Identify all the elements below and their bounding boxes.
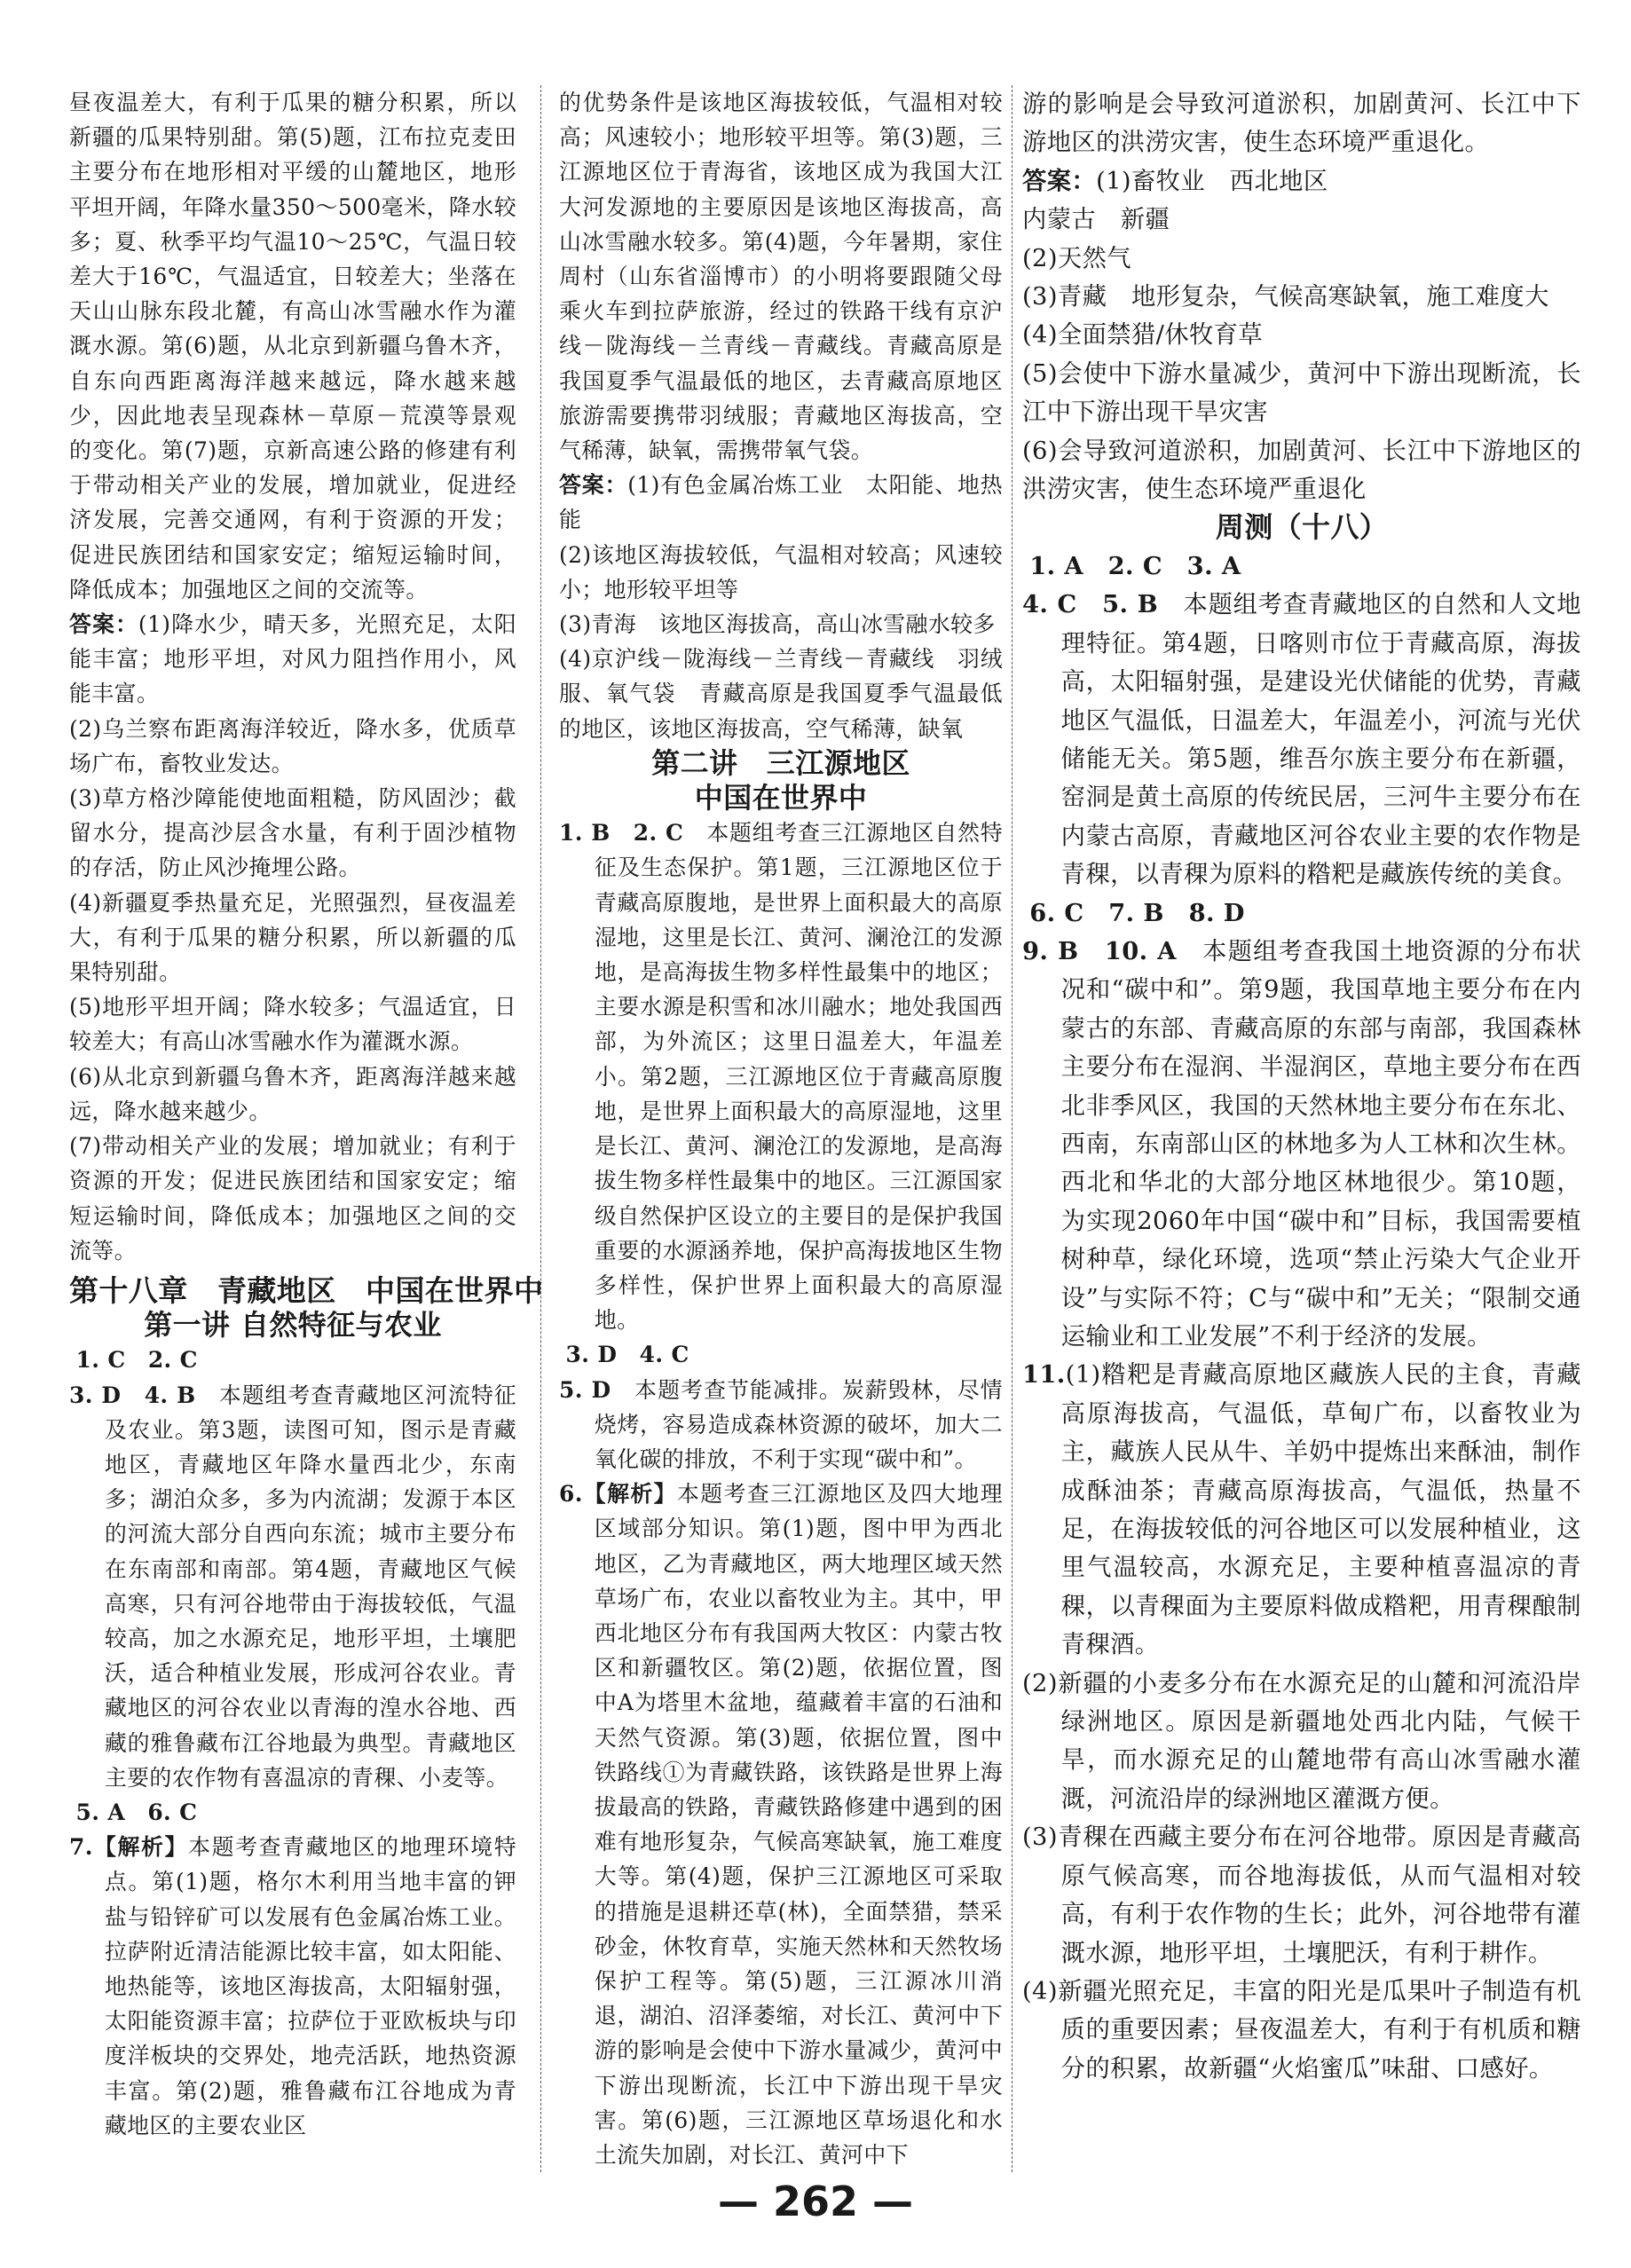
paragraph: 的优势条件是该地区海拔较低，气温相对较高；风速较小；地形较平坦等。第(3)题，三江源地区位于青海省，该地区成为我国大江大河发源地的主要原因是该地区海拔高，高山冰雪融水较多。第(4)题，今年暑期，家住周村（山东省淄博市）的小明将要跟随父母乘火车到拉萨旅游，经过的铁路干线有京沪线－陇海线－兰青线－青藏线。青藏高原是我国夏季气温最低的地区，去青藏高原地区旅游需要携带羽绒服；青藏地区海拔高，空气稀薄，缺氧，需携带氧气袋。 bbox=[559, 90, 1003, 464]
question-item bbox=[1022, 586, 1581, 894]
question-item bbox=[1022, 1356, 1581, 1664]
question-number: 4. C 5. B bbox=[1022, 590, 1159, 619]
question-item bbox=[1022, 933, 1581, 1356]
question-explanation: (1)糌粑是青藏高原地区藏族人民的主食，青藏高原海拔高，气温低，草甸广布，以畜牧业为主，藏族人民从牛、羊奶中提炼出来酥油，制作成酥油茶；青藏高原海拔高，气温低，热量不足，在海拔较低的河谷地区可以发展种植业，这里气温较高，水源充足，主要种植喜温凉的青稞，以青稞面为主要原料做成糌粑，用青稞酿制青稞酒。 bbox=[1060, 1361, 1581, 1659]
question-number: 7.【解析】 bbox=[69, 1834, 189, 1861]
answer-line: (2)乌兰察布距离海洋较近，降水多，优质草场广布，畜牧业发达。 bbox=[69, 715, 516, 776]
answer-line: (4)京沪线－陇海线－兰青线－青藏线 羽绒服、氧气袋 青藏高原是我国夏季气温最低的地区，该地区海拔高，空气稀薄，缺氧 bbox=[559, 646, 1003, 742]
question-explanation: 本题组考查青藏地区河流特征及农业。第3题，读图可知，图示是青藏地区，青藏地区年降水量西北少，东南多；湖泊众多，多为内流湖；发源于本区的河流大部分自西向东流；城市主要分布在东南部和南部。第4题，青藏地区气候高寒，只有河谷地带由于海拔较低，气温较高，加之水源充足，地形平坦，土壤肥沃，适合种植业发展，形成河谷农业。青藏地区的河谷农业以青海的湟水谷地、西藏的雅鲁藏布江谷地最为典型。青藏地区主要的农作物有喜温凉的青稞、小麦等。 bbox=[104, 1382, 516, 1791]
column-left bbox=[69, 85, 544, 2143]
answer-keys: 1. A 2. C 3. A bbox=[1029, 551, 1241, 580]
weekly-test-heading: 周测（十八） bbox=[1215, 510, 1389, 545]
question-number: 3. D 4. B bbox=[69, 1382, 196, 1408]
answer-keys: 1. C 2. C bbox=[75, 1347, 198, 1374]
answer-text: (4)新疆光照充足，丰富的阳光是瓜果叶子制造有机质的重要因素；昼夜温差大，有利于有机质和糖分的积累，故新疆“火焰蜜瓜”味甜、口感好。 bbox=[1022, 1977, 1581, 2083]
answer-line: (3)草方格沙障能使地面粗糙，防风固沙；截留水分，提高沙层含水量，有利于固沙植物的存活，防止风沙掩埋公路。 bbox=[69, 785, 516, 881]
question-number: 5. D bbox=[559, 1376, 611, 1403]
question-explanation: 本题考查青藏地区的地理环境特点。第(1)题，格尔木利用当地丰富的钾盐与铅锌矿可以发展有色金属冶炼工业。拉萨附近清洁能源比较丰富，如太阳能、地热能等，该地区海拔高，太阳辐射强，太阳能资源丰富；拉萨位于亚欧板块与印度洋板块的交界处，地壳活跃，地热资源丰富。第(2)题，雅鲁藏布江谷地成为青藏地区的主要农业区 bbox=[104, 1834, 516, 2138]
question-explanation: 本题组考查三江源地区自然特征及生态保护。第1题，三江源地区位于青藏高原腹地，是世界上面积最大的高原湿地，这里是长江、黄河、澜沧江的发源地，是高海拔生物多样性最集中的地区；主要水源是积雪和冰川融水；地处我国西部，为外流区；这里日温差大，年温差小。第2题，三江源地区位于青藏高原腹地，是世界上面积最大的高原湿地，这里是长江、黄河、澜沧江的发源地，是高海拔生物多样性最集中的地区。三江源国家级自然保护区设立的主要目的是保护我国重要的水源涵养地，保护高海拔地区生物多样性，保护世界上面积最大的高原湿地。 bbox=[594, 820, 1003, 1334]
answer-line: (2)该地区海拔较低，气温相对较高；风速较小；地形较平坦等 bbox=[559, 541, 1003, 602]
answer-text: (1)降水少，晴天多，光照充足，太阳能丰富；地形平坦，对风力阻挡作用小，风能丰富。 bbox=[69, 611, 516, 707]
lecture-subheading: 中国在世界中 bbox=[694, 781, 868, 815]
question-number: 6.【解析】 bbox=[559, 1481, 677, 1508]
answer-line: (5)会使中下游水量减少，黄河中下游出现断流，长江中下游出现干旱灾害 bbox=[1022, 359, 1581, 427]
answer-line bbox=[1022, 162, 1581, 201]
answer-label: 答案： bbox=[69, 611, 138, 638]
answer-line: (6)从北京到新疆乌鲁木齐，距离海洋越来越远，降水越来越少。 bbox=[69, 1063, 516, 1124]
question-number: 11. bbox=[1022, 1360, 1066, 1390]
answer-keys: 6. C 7. B 8. D bbox=[1029, 898, 1245, 927]
column-right bbox=[1022, 85, 1581, 2088]
question-explanation: 本题考查节能减排。炭薪毁林，尽情烧烤，容易造成森林资源的破坏，加大二氧化碳的排放，不利于实现“碳中和”。 bbox=[594, 1376, 1003, 1472]
answer-paragraph bbox=[1022, 1665, 1581, 1819]
lecture-heading: 第二讲 三江源地区 bbox=[651, 745, 910, 780]
column-middle bbox=[559, 85, 1003, 2172]
answer-line: (3)青藏 地形复杂，气候高寒缺氧，施工难度大 bbox=[1022, 283, 1549, 311]
answer-line: (4)全面禁猎/休牧育草 bbox=[1022, 321, 1264, 350]
question-item bbox=[559, 1477, 1003, 2172]
answer-line bbox=[69, 607, 516, 712]
answer-paragraph bbox=[1022, 1973, 1581, 2088]
answer-text: (1)有色金属冶炼工业 太阳能、地热能 bbox=[559, 472, 1003, 533]
question-item bbox=[559, 815, 1003, 1337]
chapter-heading: 第十八章 青藏地区 中国在世界中 bbox=[69, 1272, 544, 1308]
question-item bbox=[69, 1378, 516, 1795]
answer-text: (2)新疆的小麦多分布在水源充足的山麓和河流沿岸绿洲地区。原因是新疆地处西北内陆，气候干旱，而水源充足的山麓地带有高山冰雪融水灌溉，河流沿岸的绿洲地区灌溉方便。 bbox=[1022, 1669, 1581, 1813]
answer-line: (4)新疆夏季热量充足，光照强烈，昼夜温差大，有利于瓜果的糖分积累，所以新疆的瓜果特别甜。 bbox=[69, 889, 516, 986]
question-explanation: 本题组考查我国土地资源的分布状况和“碳中和”。第9题，我国草地主要分布在内蒙古的东部、青藏高原的东部与南部，我国森林主要分布在湿润、半湿润区，草地主要分布在西北非季风区，我国的天然林地主要分布在东北、西南，东南部山区的林地多为人工林和次生林。西北和华北的大部分地区林地很少。第10题，为实现2060年中国“碳中和”目标，我国需要植树种草，绿化环境，选项“禁止污染大气企业开设”与实际不符；C与“碳中和”无关；“限制交通运输业和工业发展”不利于经济的发展。 bbox=[1060, 937, 1581, 1351]
question-item bbox=[559, 1373, 1003, 1477]
answer-line: (5)地形平坦开阔；降水较多；气温适宜，日较差大；有高山冰雪融水作为灌溉水源。 bbox=[69, 994, 516, 1055]
paragraph: 游的影响是会导致河道淤积，加剧黄河、长江中下游地区的洪涝灾害，使生态环境严重退化。 bbox=[1022, 91, 1581, 157]
answer-text: (3)青稞在西藏主要分布在河谷地带。原因是青藏高原气候高寒，而谷地海拔低，从而气温相对较高，有利于农作物的生长；此外，河谷地带有灌溉水源，地形平坦，土壤肥沃，有利于耕作。 bbox=[1022, 1823, 1581, 1967]
answer-text: (1)畜牧业 西北地区 bbox=[1096, 167, 1328, 195]
column-divider bbox=[540, 85, 541, 2172]
question-explanation: 本题组考查青藏地区的自然和人文地理特征。第4题，日喀则市位于青藏高原，海拔高，太阳辐射强，是建设光伏储能的优势，青藏地区气温低，日温差大，年温差小，河流与光伏储能无关。第5题，维吾尔族主要分布在新疆，窑洞是黄土高原的传统民居，三河牛主要分布在内蒙古高原，青藏地区河谷农业主要的农作物是青稞，以青稞为原料的糌粑是藏族传统的美食。 bbox=[1060, 591, 1581, 889]
answer-line: (2)天然气 bbox=[1022, 244, 1131, 272]
paragraph: 昼夜温差大，有利于瓜果的糖分积累，所以新疆的瓜果特别甜。第(5)题，江布拉克麦田主要分布在地形相对平缓的山麓地区，地形平坦开阔，年降水量350～500毫米，降水较多；夏、秋季平均气温10～25℃，气温日较差大于16℃，气温适宜，日较差大；坐落在天山山脉东段北麓，有高山冰雪融水作为灌溉水源。第(6)题，从北京到新疆乌鲁木齐，自东向西距离海洋越来越远，降水越来越少，因此地表呈现森林－草原－荒漠等景观的变化。第(7)题，京新高速公路的修建有利于带动相关产业的发展，增加就业，促进经济发展，完善交通网，有利于资源的开发；促进民族团结和国家安定；缩短运输时间，降低成本；加强地区之间的交流等。 bbox=[69, 90, 516, 602]
answer-paragraph bbox=[1022, 1818, 1581, 1973]
page-number: — 262 — bbox=[717, 2177, 914, 2225]
answer-keys: 5. A 6. C bbox=[75, 1799, 198, 1825]
question-number: 9. B 10. A bbox=[1022, 936, 1177, 965]
question-explanation: 本题考查三江源地区及四大地理区域部分知识。第(1)题，图中甲为西北地区，乙为青藏地区，两大地理区域天然草场广布，农业以畜牧业为主。其中，甲西北地区分布有我国两大牧区：内蒙古牧区和新疆牧区。第(2)题，依据位置，图中A为塔里木盆地，蕴藏着丰富的石油和天然气资源。第(3)题，依据位置，图中铁路线①为青藏铁路，该铁路是世界上海拔最高的铁路，青藏铁路修建中遇到的困难有地形复杂，气候高寒缺氧，施工难度大等。第(4)题，保护三江源地区可采取的措施是退耕还草(林)，全面禁猎，禁采砂金，休牧育草，实施天然林和天然牧场保护工程等。第(5)题，三江源冰川消退，湖泊、沼泽萎缩，对长江、黄河中下游的影响是会使中下游水量减少，黄河中下游出现断流，长江中下游出现干旱灾害。第(6)题，三江源地区草场退化和水土流失加剧，对长江、黄河中下 bbox=[594, 1481, 1003, 2168]
question-number: 1. B 2. C bbox=[559, 820, 684, 847]
answer-line: (7)带动相关产业的发展；增加就业；有利于资源的开发；促进民族团结和国家安定；缩短运输时间，降低成本；加强地区之间的交流等。 bbox=[69, 1133, 516, 1264]
answer-line: 内蒙古 新疆 bbox=[1022, 206, 1170, 234]
question-item bbox=[69, 1830, 516, 2143]
answer-line: (6)会导致河道淤积，加剧黄河、长江中下游地区的洪涝灾害，使生态环境严重退化 bbox=[1022, 437, 1581, 504]
answer-line bbox=[559, 468, 1003, 537]
answer-line: (3)青海 该地区海拔高，高山冰雪融水较多 bbox=[559, 611, 996, 638]
answer-keys: 3. D 4. C bbox=[565, 1342, 689, 1368]
answer-label: 答案： bbox=[1022, 166, 1097, 195]
answer-label: 答案： bbox=[559, 472, 628, 499]
lecture-heading: 第一讲 自然特征与农业 bbox=[144, 1308, 442, 1343]
